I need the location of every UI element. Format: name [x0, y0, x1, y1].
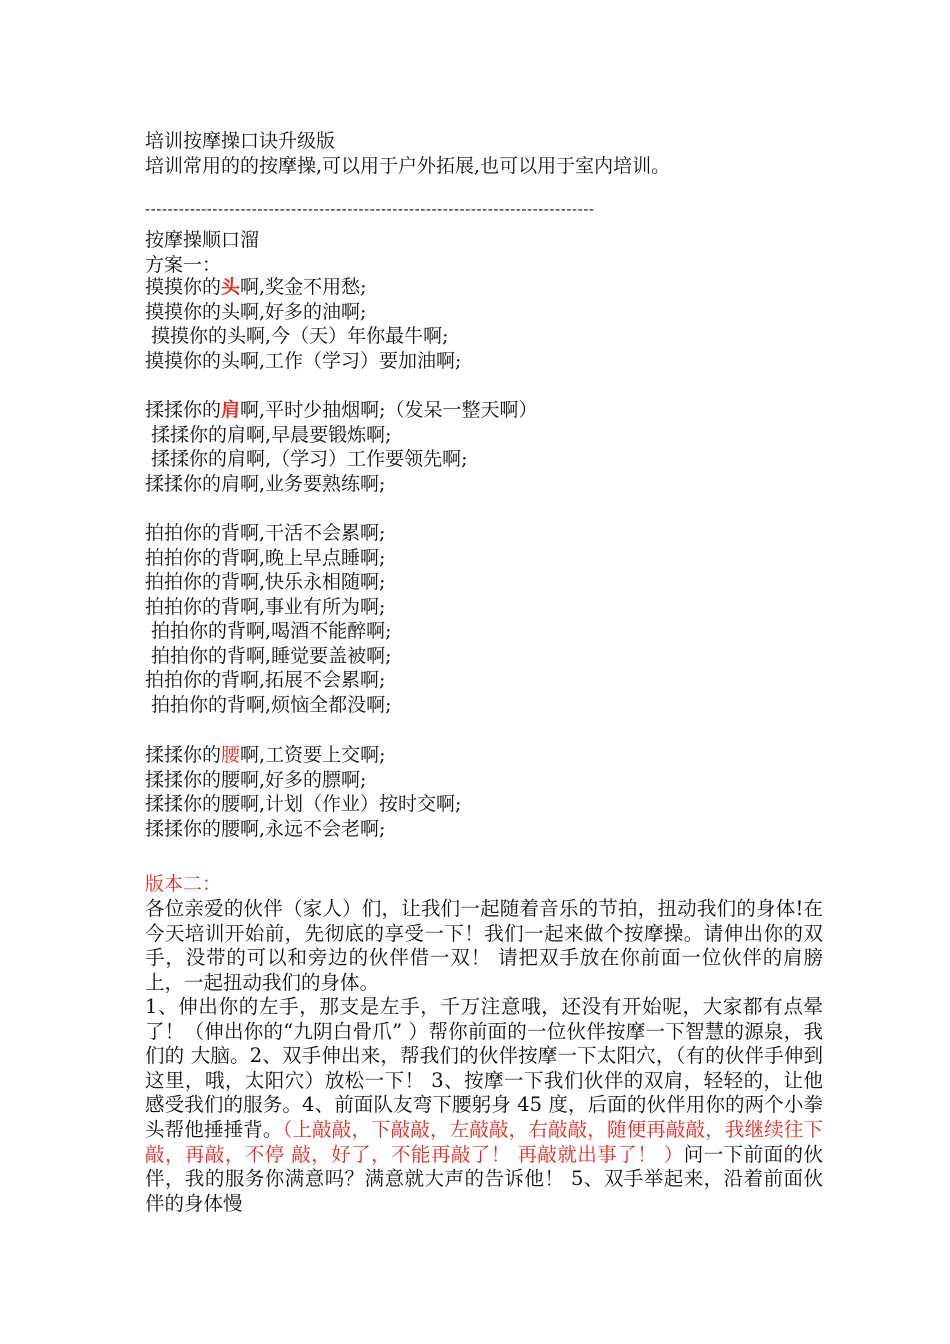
- waist-verse: [145, 743, 461, 841]
- back-verse: [145, 521, 391, 717]
- verse-line: 揉揉你的肩啊,平时少抽烟啊;（发呆一整天啊）: [145, 399, 538, 421]
- keyword-head: 头: [221, 276, 241, 298]
- verse-line: 摸摸你的头啊,好多的油啊;: [145, 300, 367, 323]
- verse-line: 揉揉你的腰啊,工资要上交啊;: [145, 744, 386, 766]
- verse-line: 摸摸你的头啊,今（天）年你最牛啊;: [145, 325, 449, 347]
- knocking-chant: （上敲敲，下敲敲，左敲敲，右敲敲，随便再敲敲，我继续往下敲，再敲，不停 敲，好了，不能再敲了！ 再敲就出事了！ ）: [145, 1117, 823, 1166]
- verse-line: 揉揉你的肩啊,（学习）工作要领先啊;: [145, 448, 468, 470]
- verse-line: 揉揉你的肩啊,早晨要锻炼啊;: [145, 423, 392, 446]
- shoulder-verse: [145, 398, 537, 496]
- document-title: 培训按摩操口诀升级版: [145, 130, 336, 152]
- verse-line: 揉揉你的腰啊,永远不会老啊;: [145, 817, 386, 840]
- document-subtitle: 培训常用的的按摩操,可以用于户外拓展,也可以用于室内培训。: [145, 154, 671, 177]
- verse-line: 拍拍你的背啊,烦恼全都没啊;: [145, 693, 392, 716]
- verse-line: 拍拍你的背啊,睡觉要盖被啊;: [145, 644, 392, 667]
- version-two-title: 版本二：: [145, 873, 222, 895]
- document-header: [145, 129, 670, 178]
- verse-line: 揉揉你的腰啊,计划（作业）按时交啊;: [145, 793, 462, 815]
- verse-line: 拍拍你的背啊,晚上早点睡啊;: [145, 546, 386, 569]
- version-two-intro: 各位亲爱的伙伴（家人）们，让我们一起随着音乐的节拍，扭动我们的身体!在 今天培训开始前，先彻底的享受一下！我们一起来做个按摩操。请伸出你的双手，没带的可以和旁边的伙伴借一双！ 请把双手放在你前面一位伙伴的肩膀上，一起扭动我们的身体。: [145, 897, 823, 994]
- verse-line: 拍拍你的背啊,干活不会累啊;: [145, 522, 386, 544]
- verse-line: 拍拍你的背啊,快乐永相随啊;: [145, 571, 386, 593]
- keyword-waist: 腰: [221, 744, 241, 766]
- separator-line: --------------------------------------------------------------------------------: [145, 200, 595, 218]
- verse-line: 拍拍你的背啊,事业有所为啊;: [145, 595, 386, 618]
- version-two-body: 1、伸出你的左手，那支是左手，千万注意哦，还没有开始呢，大家都有点晕了！（伸出你的“九阴白骨爪” ）帮你前面的一位伙伴按摩一下智慧的源泉，我们的 大脑。2、双手伸出来，帮我们的伙伴按摩一下太阳穴，（有的伙伴手伸到这里，哦，太阳穴）放松一下！ 3、按摩一下我们伙伴的双肩，轻轻的，让他感受我们的服务。4、前面队友弯下腰躬身 45 度，后面的伙伴用你的两个小拳头帮他捶捶背。（上敲敲，下敲敲，左敲敲，右敲敲，随便再敲敲，我继续往下敲，再敲，不停 敲，好了，不能再敲了！ 再敲就出事了！ ）问一下前面的伙伴，我的服务你满意吗？满意就大声的告诉他！ 5、双手举起来，沿着前面伙伴的身体慢: [145, 995, 823, 1215]
- verse-line: 揉揉你的肩啊,业务要熟练啊;: [145, 472, 386, 495]
- verse-line: 拍拍你的背啊,拓展不会累啊;: [145, 669, 386, 691]
- verse-line: 摸摸你的头啊,工作（学习）要加油啊;: [145, 349, 462, 372]
- head-verse: [145, 275, 461, 373]
- keyword-shoulder: 肩: [221, 399, 241, 421]
- verse-line: 摸摸你的头啊,奖金不用愁;: [145, 276, 367, 298]
- plan-one-label: 方案一：: [145, 253, 222, 276]
- verse-line: 揉揉你的腰啊,好多的膘啊;: [145, 768, 367, 791]
- part1-title: 按摩操顺口溜: [145, 229, 260, 251]
- part1-header: [145, 228, 259, 277]
- verse-line: 拍拍你的背啊,喝酒不能醉啊;: [145, 620, 392, 642]
